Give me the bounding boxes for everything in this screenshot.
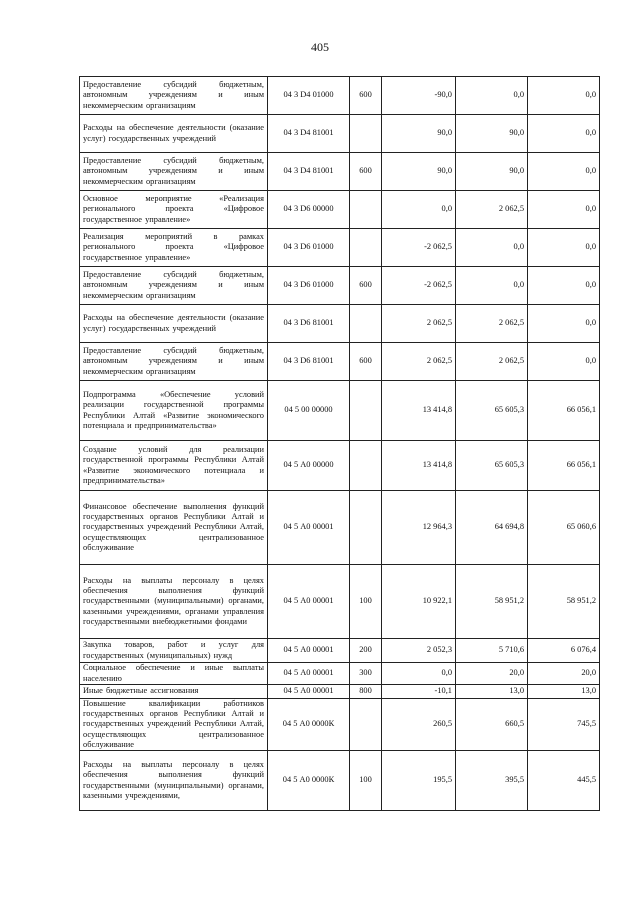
row-amount-3: 0,0	[528, 191, 600, 229]
row-code: 04 3 D6 00000	[268, 191, 350, 229]
row-amount-1: 0,0	[382, 191, 456, 229]
table-row	[80, 229, 600, 267]
row-amount-3: 66 056,1	[528, 441, 600, 491]
row-amount-3: 445,5	[528, 751, 600, 811]
row-amount-2: 2 062,5	[456, 343, 528, 381]
row-name: Расходы на обеспечение деятельности (оказание услуг) государственных учреждений	[80, 115, 268, 153]
row-expense-type: 800	[350, 685, 382, 699]
row-expense-type	[350, 699, 382, 751]
row-amount-2: 5 710,6	[456, 639, 528, 663]
row-name: Иные бюджетные ассигнования	[80, 685, 268, 699]
row-amount-1: -10,1	[382, 685, 456, 699]
row-name: Основное мероприятие «Реализация регионального проекта «Цифровое государственное управление»	[80, 191, 268, 229]
row-amount-1: 90,0	[382, 115, 456, 153]
row-code: 04 5 А0 0000К	[268, 699, 350, 751]
table-body	[80, 77, 600, 811]
row-name: Финансовое обеспечение выполнения функций государственных органов Республики Алтай и государственных учреждений Республики Алтай, осуществляющих централизованное обслуживание	[80, 491, 268, 565]
row-amount-1: 195,5	[382, 751, 456, 811]
row-amount-3: 0,0	[528, 229, 600, 267]
row-name: Расходы на выплаты персоналу в целях обеспечения выполнения функций государственными (муниципальными) органами, казенными учреждениями,	[80, 751, 268, 811]
row-expense-type: 600	[350, 267, 382, 305]
table-row	[80, 751, 600, 811]
row-amount-1: 0,0	[382, 663, 456, 685]
row-code: 04 5 А0 0000К	[268, 751, 350, 811]
row-amount-3: 0,0	[528, 153, 600, 191]
row-amount-3: 6 076,4	[528, 639, 600, 663]
row-amount-1: -2 062,5	[382, 229, 456, 267]
table-row	[80, 565, 600, 639]
row-name: Расходы на обеспечение деятельности (оказание услуг) государственных учреждений	[80, 305, 268, 343]
table-row	[80, 685, 600, 699]
row-code: 04 3 D4 81001	[268, 115, 350, 153]
row-name: Реализация мероприятий в рамках регионального проекта «Цифровое государственное управление»	[80, 229, 268, 267]
row-code: 04 5 А0 00001	[268, 491, 350, 565]
row-amount-1: 10 922,1	[382, 565, 456, 639]
row-amount-3: 66 056,1	[528, 381, 600, 441]
row-amount-2: 65 605,3	[456, 441, 528, 491]
row-amount-1: 260,5	[382, 699, 456, 751]
row-expense-type	[350, 305, 382, 343]
row-amount-3: 0,0	[528, 115, 600, 153]
row-name: Предоставление субсидий бюджетным, автономным учреждениям и иным некоммерческим организациям	[80, 77, 268, 115]
row-amount-1: -90,0	[382, 77, 456, 115]
table-row	[80, 267, 600, 305]
row-expense-type: 300	[350, 663, 382, 685]
row-name: Создание условий для реализации государственной программы Республики Алтай «Развитие экономического потенциала и предпринимательства»	[80, 441, 268, 491]
table-row	[80, 663, 600, 685]
row-amount-2: 64 694,8	[456, 491, 528, 565]
table-row	[80, 305, 600, 343]
row-name: Закупка товаров, работ и услуг для государственных (муниципальных) нужд	[80, 639, 268, 663]
table-row	[80, 381, 600, 441]
row-expense-type: 600	[350, 77, 382, 115]
table-row	[80, 115, 600, 153]
row-amount-1: 13 414,8	[382, 441, 456, 491]
row-amount-2: 0,0	[456, 229, 528, 267]
row-amount-1: 2 052,3	[382, 639, 456, 663]
table-row	[80, 639, 600, 663]
row-amount-3: 0,0	[528, 77, 600, 115]
row-name: Предоставление субсидий бюджетным, автономным учреждениям и иным некоммерческим организациям	[80, 153, 268, 191]
row-amount-1: -2 062,5	[382, 267, 456, 305]
row-amount-2: 2 062,5	[456, 191, 528, 229]
table-row	[80, 77, 600, 115]
row-code: 04 3 D6 81001	[268, 305, 350, 343]
row-code: 04 5 А0 00001	[268, 663, 350, 685]
row-amount-3: 65 060,6	[528, 491, 600, 565]
row-amount-3: 0,0	[528, 305, 600, 343]
row-amount-2: 660,5	[456, 699, 528, 751]
row-expense-type	[350, 441, 382, 491]
row-amount-2: 13,0	[456, 685, 528, 699]
row-amount-3: 0,0	[528, 343, 600, 381]
row-amount-1: 12 964,3	[382, 491, 456, 565]
row-code: 04 3 D6 81001	[268, 343, 350, 381]
row-amount-1: 90,0	[382, 153, 456, 191]
row-expense-type	[350, 381, 382, 441]
row-name: Предоставление субсидий бюджетным, автономным учреждениям и иным некоммерческим организациям	[80, 343, 268, 381]
row-amount-1: 2 062,5	[382, 305, 456, 343]
row-expense-type	[350, 229, 382, 267]
row-code: 04 5 А0 00001	[268, 685, 350, 699]
row-expense-type: 600	[350, 153, 382, 191]
row-name: Расходы на выплаты персоналу в целях обеспечения выполнения функций государственными (муниципальными) органами, казенными учреждениями, органами управления государственными внебюджетными фондами	[80, 565, 268, 639]
row-code: 04 5 А0 00001	[268, 565, 350, 639]
page-number: 405	[311, 40, 329, 54]
row-code: 04 3 D4 81001	[268, 153, 350, 191]
row-expense-type: 100	[350, 751, 382, 811]
row-name: Повышение квалификации работников государственных органов Республики Алтай и государственных учреждений Республики Алтай, осуществляющих централизованное обслуживание	[80, 699, 268, 751]
row-amount-2: 58 951,2	[456, 565, 528, 639]
row-expense-type	[350, 191, 382, 229]
row-expense-type: 200	[350, 639, 382, 663]
table-row	[80, 441, 600, 491]
row-amount-3: 0,0	[528, 267, 600, 305]
row-amount-2: 90,0	[456, 153, 528, 191]
table-row	[80, 699, 600, 751]
row-amount-2: 395,5	[456, 751, 528, 811]
budget-table	[79, 76, 600, 811]
row-amount-2: 0,0	[456, 77, 528, 115]
row-code: 04 3 D6 01000	[268, 267, 350, 305]
row-expense-type	[350, 491, 382, 565]
row-amount-2: 0,0	[456, 267, 528, 305]
row-code: 04 5 А0 00000	[268, 441, 350, 491]
row-name: Подпрограмма «Обеспечение условий реализации государственной программы Республики Алтай «Развитие экономического потенциала и предпринимательства»	[80, 381, 268, 441]
row-code: 04 3 D6 01000	[268, 229, 350, 267]
row-expense-type	[350, 115, 382, 153]
row-amount-1: 13 414,8	[382, 381, 456, 441]
row-amount-3: 13,0	[528, 685, 600, 699]
row-amount-2: 65 605,3	[456, 381, 528, 441]
table-row	[80, 491, 600, 565]
row-code: 04 3 D4 01000	[268, 77, 350, 115]
row-expense-type: 100	[350, 565, 382, 639]
row-amount-1: 2 062,5	[382, 343, 456, 381]
row-amount-3: 20,0	[528, 663, 600, 685]
row-expense-type: 600	[350, 343, 382, 381]
row-code: 04 5 00 00000	[268, 381, 350, 441]
row-amount-3: 58 951,2	[528, 565, 600, 639]
row-name: Социальное обеспечение и иные выплаты населению	[80, 663, 268, 685]
row-amount-2: 2 062,5	[456, 305, 528, 343]
row-amount-3: 745,5	[528, 699, 600, 751]
row-name: Предоставление субсидий бюджетным, автономным учреждениям и иным некоммерческим организациям	[80, 267, 268, 305]
row-code: 04 5 А0 00001	[268, 639, 350, 663]
table-row	[80, 343, 600, 381]
row-amount-2: 20,0	[456, 663, 528, 685]
row-amount-2: 90,0	[456, 115, 528, 153]
table-row	[80, 191, 600, 229]
table-row	[80, 153, 600, 191]
